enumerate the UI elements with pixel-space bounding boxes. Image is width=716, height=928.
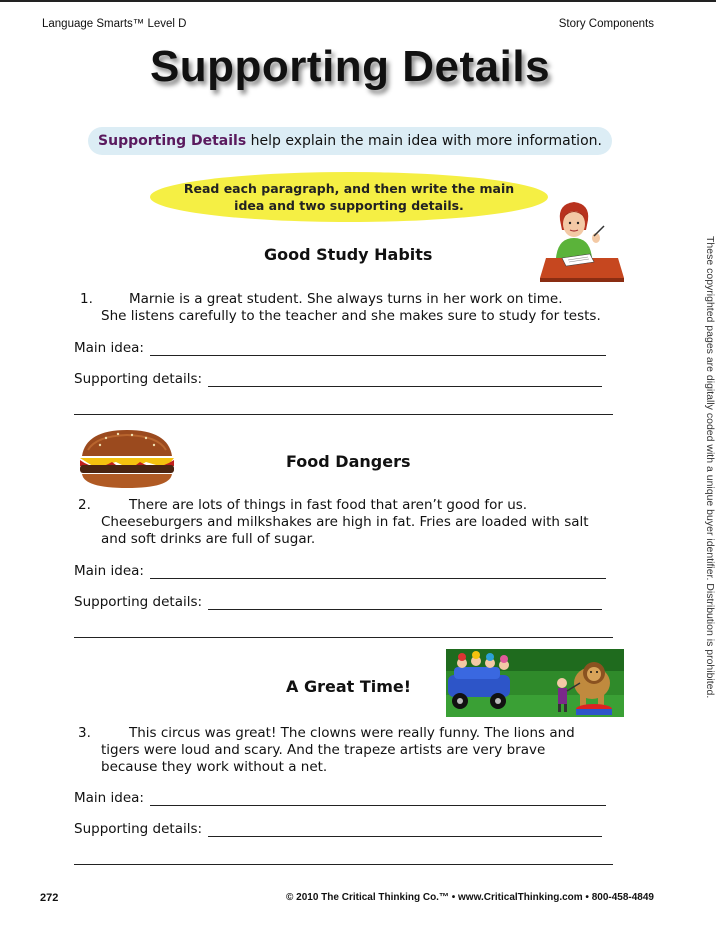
definition-box [88,127,612,155]
section-3-line-3: because they work without a net. [101,759,328,775]
student-desk-illustration [538,198,626,288]
section-1-extra-answer-line[interactable] [74,414,613,415]
section-3-title: A Great Time! [286,677,412,696]
top-border [0,0,716,2]
section-2-extra-answer-line[interactable] [74,637,613,638]
main-idea-label: Main idea: [74,340,144,356]
page-title: Supporting Details [149,42,551,91]
copyright-side-note [700,236,716,706]
main-idea-answer-line[interactable] [150,564,606,579]
instructions-line-2: idea and two supporting details. [234,198,464,213]
section-2-title: Food Dangers [286,452,411,471]
header-topic: Story Components [558,18,654,30]
section-1-main-idea [74,340,606,356]
definition-term: Supporting Details [98,133,247,149]
supporting-details-label: Supporting details: [74,821,203,837]
section-1-number: 1. [80,291,93,307]
supporting-details-answer-line[interactable] [208,372,602,387]
section-1-paragraph [80,291,601,325]
section-2-line-3: and soft drinks are full of sugar. [101,531,316,547]
side-note-text: These copyrighted pages are digitally coded with a unique buyer identifier. Distribution is prohibited. [704,236,716,699]
section-2-line-2: Cheeseburgers and milkshakes are high in fat. Fries are loaded with salt [101,514,589,530]
footer-copyright: © 2010 The Critical Thinking Co.™ • www.CriticalThinking.com • 800-458-4849 [286,892,654,903]
section-3-number: 3. [78,725,91,741]
section-2-paragraph [78,497,589,548]
instructions-line-1: Read each paragraph, and then write the main [183,181,515,196]
section-3-extra-answer-line[interactable] [74,864,613,865]
main-idea-label: Main idea: [74,790,144,806]
supporting-details-label: Supporting details: [74,371,203,387]
main-idea-answer-line[interactable] [150,341,606,356]
section-2-supporting-details [74,594,602,610]
supporting-details-label: Supporting details: [74,594,203,610]
cheeseburger-illustration [76,428,178,490]
section-1-supporting-details [74,371,602,387]
section-1-line-2: She listens carefully to the teacher and she makes sure to study for tests. [101,308,601,324]
supporting-details-answer-line[interactable] [208,822,602,837]
supporting-details-answer-line[interactable] [208,595,602,610]
section-3-supporting-details [74,821,602,837]
definition-text: help explain the main idea with more information. [246,133,602,149]
instructions-callout [150,172,548,222]
page-number: 272 [40,892,59,904]
section-3-line-2: tigers were loud and scary. And the trapeze artists are very brave [101,742,546,758]
section-2-line-1: There are lots of things in fast food that aren’t good for us. [129,497,528,513]
section-1-line-1: Marnie is a great student. She always turns in her work on time. [129,291,563,307]
main-idea-label: Main idea: [74,563,144,579]
section-3-main-idea [74,790,606,806]
circus-illustration [446,649,624,717]
header-series: Language Smarts™ Level D [42,18,187,30]
main-idea-answer-line[interactable] [150,791,606,806]
section-3-paragraph [78,725,575,776]
section-2-main-idea [74,563,606,579]
section-2-number: 2. [78,497,91,513]
section-3-line-1: This circus was great! The clowns were really funny. The lions and [129,725,575,741]
section-1-title: Good Study Habits [264,245,433,264]
